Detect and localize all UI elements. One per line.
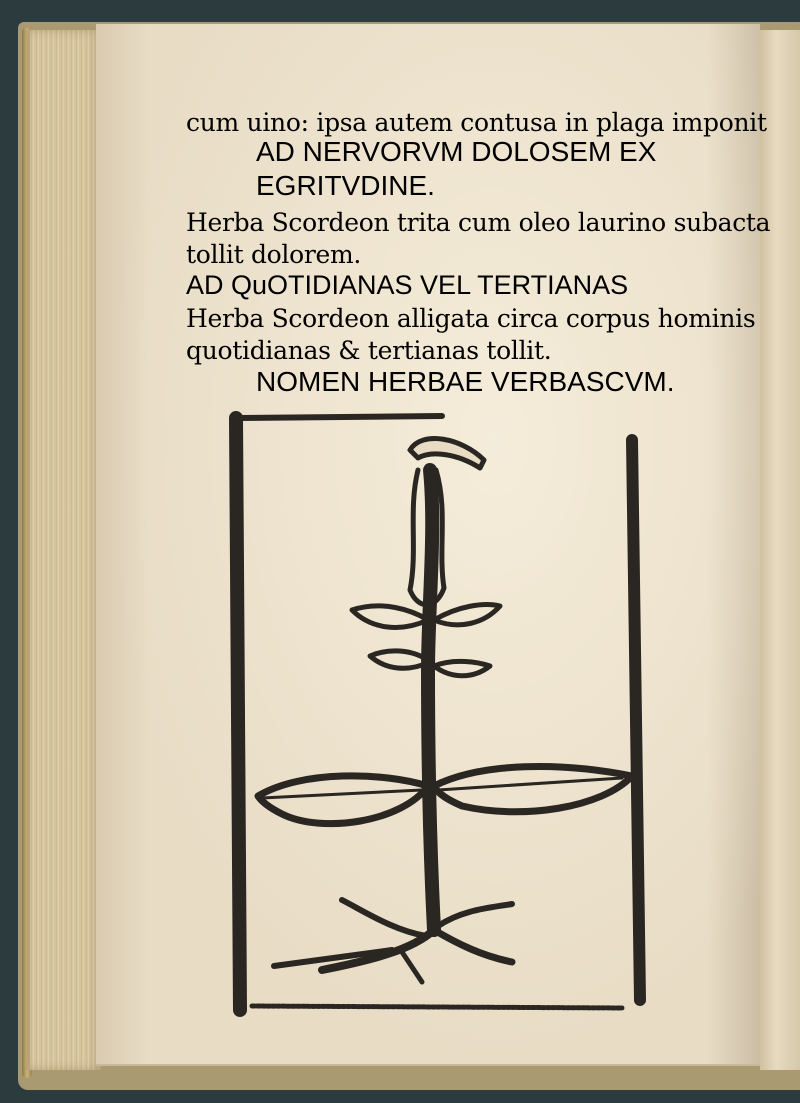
- section-heading: AD QuOTIDIANAS VEL TERTIANAS: [186, 270, 629, 300]
- woodcut-illustration: [222, 410, 672, 1030]
- section-heading: EGRITVDINE.: [256, 170, 435, 201]
- page-gutter: [760, 30, 800, 1070]
- section-heading: NOMEN HERBAE VERBASCVM.: [256, 366, 675, 397]
- section-heading: AD NERVORVM DOLOSEM EX: [256, 136, 657, 167]
- text-line: tollit dolorem.: [186, 240, 362, 269]
- page-edges: [26, 30, 102, 1070]
- text-line: Herba Scordeon trita cum oleo laurino subacta: [186, 208, 771, 237]
- frame-right: [632, 440, 640, 1000]
- text-line: quotidianas & tertianas tollit.: [186, 336, 552, 365]
- text-line: Herba Scordeon alligata circa corpus hominis: [186, 304, 756, 333]
- frame-left: [236, 418, 240, 1010]
- text-line: cum uino: ipsa autem contusa in plaga imponit: [186, 108, 767, 137]
